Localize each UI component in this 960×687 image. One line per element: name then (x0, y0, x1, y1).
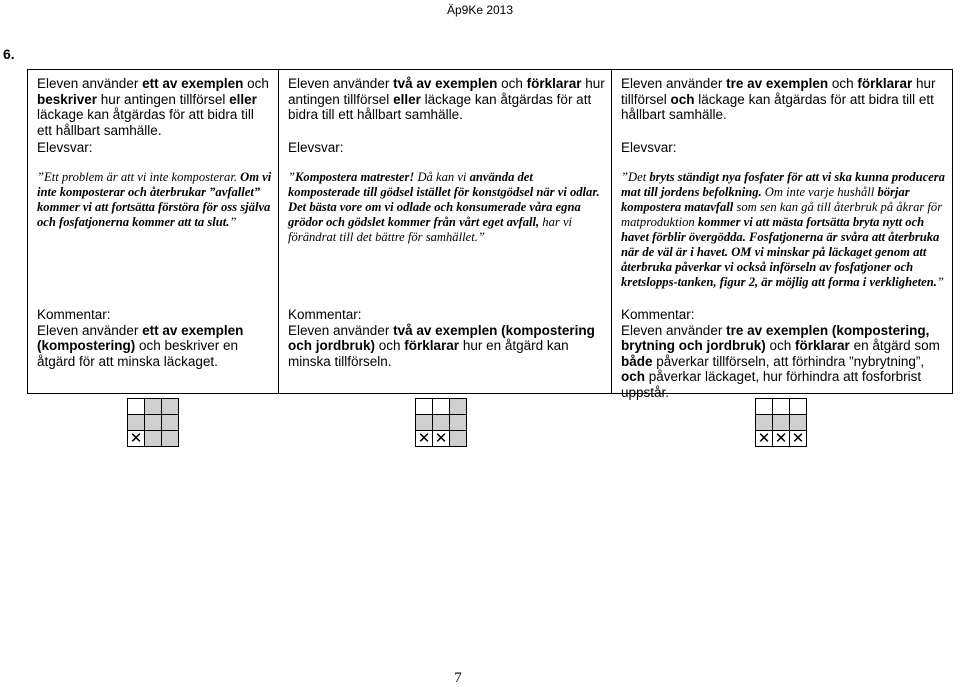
elevsvar-label: Elevsvar: (37, 140, 93, 155)
criteria-text: Eleven använder ett av exemplen och beskriver hur antingen tillförsel eller läckage kan åtgärdas för att bidra till ett hållbart samhälle. (37, 76, 269, 138)
score-mark-icon: ✕ (790, 431, 807, 447)
student-answer: ”Kompostera matrester! Då kan vi använda det komposterade till gödsel istället för konstgödsel när vi odlar. Det bästa vore om vi odlade och konsumerade våra egna grödor och gödslet kommer från vårt eget avfall, har vi förändrat till det bättre för samhället.” (288, 170, 600, 244)
kommentar-label: Kommentar: (621, 307, 695, 322)
score-mark-icon: ✕ (433, 431, 450, 447)
kommentar-label: Kommentar: (288, 307, 362, 322)
elevsvar-label: Elevsvar: (288, 140, 344, 155)
assessment-table (27, 69, 953, 400)
kommentar-label: Kommentar: (37, 307, 111, 322)
criteria-text: Eleven använder två av exemplen och förklarar hur antingen tillförsel eller läckage kan åtgärdas för att bidra till ett hållbart samhälle. (288, 76, 605, 122)
score-boxes-1 (127, 398, 179, 447)
score-boxes-2 (415, 398, 467, 447)
question-number: 6. (3, 46, 15, 62)
score-mark-icon: ✕ (416, 431, 433, 447)
kommentar-block (288, 307, 605, 369)
kommentar-text: Eleven använder tre av exemplen (kompostering, brytning och jordbruk) och förklarar en åtgärd som både påverkar tillförseln, att förhindra ”nybrytning”, och påverkar läckaget, hur förhindra att fosforbrist uppstår. (621, 322, 940, 400)
student-answer: ”Det bryts ständigt nya fosfater för att vi ska kunna producera mat till jordens befolkning. Om inte varje hushåll börjar kompostera matavfall som sen kan gå till återbruk på åkrar för matproduktion kommer vi att mästa fortsätta bryta nytt och havet förblir övergödda. Fosfatjonerna är svåra att återbruka när de väl är i havet. OM vi minskar på läckaget genom att återbruka påverkar vi också införseln av fosfatjoner och kretslopps-tanken, figur 2, är möjlig att forma i verkligheten.” (621, 170, 945, 289)
column-2 (279, 70, 611, 393)
kommentar-block (37, 307, 272, 369)
kommentar-text: Eleven använder två av exemplen (kompostering och jordbruk) och förklarar hur en åtgärd kan minska tillförseln. (288, 322, 595, 369)
column-3 (612, 70, 952, 400)
criteria-text: Eleven använder tre av exemplen och förklarar hur tillförsel och läckage kan åtgärdas för att bidra till ett hållbart samhälle. (621, 76, 936, 122)
page-number: 7 (454, 670, 462, 686)
student-answer: ”Ett problem är att vi inte komposterar. Om vi inte komposterar och återbrukar ”avfallet” kommer vi att fortsätta förstöra för oss själva och fosfatjonerna kommer att ta slut.” (37, 170, 272, 229)
kommentar-text: Eleven använder ett av exemplen (kompostering) och beskriver en åtgärd för att minska läckaget. (37, 322, 244, 369)
score-mark-icon: ✕ (756, 431, 773, 447)
page-header: Äp9Ke 2013 (446, 3, 514, 17)
elevsvar-label: Elevsvar: (621, 140, 677, 155)
score-mark-icon: ✕ (128, 431, 145, 447)
column-1 (28, 70, 278, 393)
score-mark-icon: ✕ (773, 431, 790, 447)
kommentar-block (621, 307, 946, 400)
score-boxes-3 (755, 398, 807, 447)
